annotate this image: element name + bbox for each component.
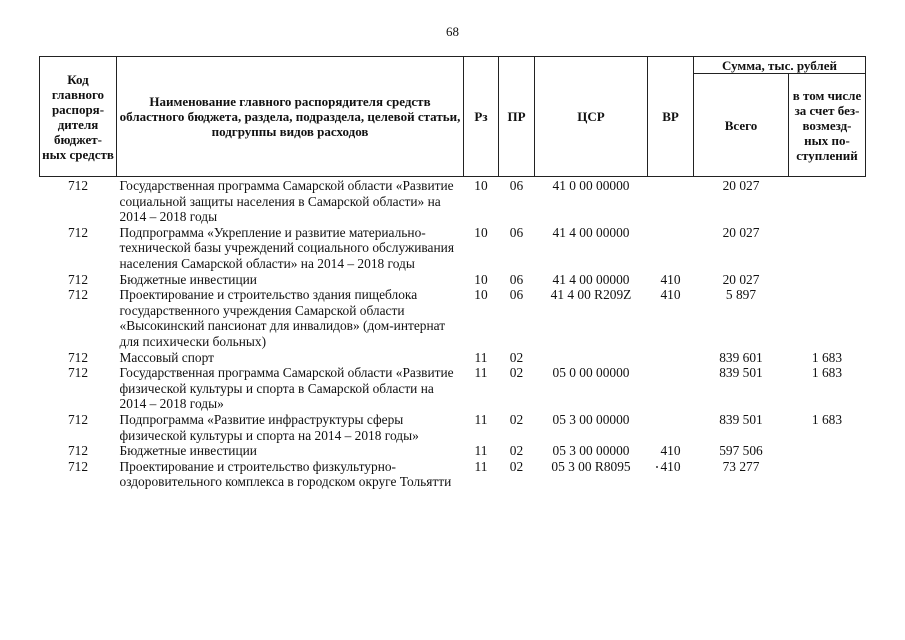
cell-csr: 41 4 00 00000	[552, 224, 630, 240]
cell-rz: 10	[474, 224, 488, 240]
cell-pr: 02	[509, 349, 524, 365]
cell-code: 712	[67, 271, 89, 287]
cell-pr: 06	[509, 178, 524, 193]
cell-rz: 10	[474, 287, 488, 303]
cell-rz: 11	[474, 443, 488, 459]
cell-free: 1 683	[811, 349, 843, 365]
cell-name: Бюджетные инвестиции	[119, 271, 257, 287]
cell-code: 712	[67, 443, 89, 459]
cell-name: Подпрограмма «Развитие инфраструктуры сферы физической культуры и спорта на 2014 – 2018 годы»	[119, 411, 419, 443]
cell-pr: 02	[509, 411, 524, 427]
cell-csr: 05 0 00 00000	[552, 365, 630, 381]
cell-pr: 06	[509, 287, 524, 303]
budget-table	[39, 56, 866, 490]
cell-pr: 06	[509, 224, 524, 240]
header-name: Наименование главного распорядителя средств областного бюджета, раздела, подраздела, целевой статьи, подгруппы видов расходов	[117, 57, 464, 177]
cell-vr: 410	[660, 443, 681, 459]
table-header	[40, 57, 866, 177]
table-row	[40, 225, 866, 272]
table-row	[40, 443, 866, 459]
cell-csr: 05 3 00 00000	[552, 411, 630, 427]
header-total: Всего	[694, 74, 789, 177]
page-number: 68	[446, 24, 459, 39]
cell-free: 1 683	[811, 365, 843, 381]
cell-total: 20 027	[722, 178, 760, 193]
cell-vr: 410	[660, 271, 681, 287]
cell-free	[789, 287, 866, 349]
cell-csr: 41 4 00 00000	[552, 271, 630, 287]
header-vr: ВР	[648, 57, 694, 177]
cell-vr	[648, 225, 694, 272]
table-row	[40, 177, 866, 225]
cell-rz: 10	[474, 178, 488, 193]
cell-free	[789, 443, 866, 459]
cell-vr	[648, 177, 694, 225]
cell-vr	[648, 412, 694, 443]
cell-name: Проектирование и строительство здания пищеблока государственного учреждения Самарской области «Высокинский пансионат для инвалидов» (дом-интернат для психически больных)	[119, 287, 446, 349]
cell-pr: 02	[509, 458, 524, 474]
table-row	[40, 459, 866, 490]
cell-pr: 02	[509, 443, 524, 459]
cell-name: Подпрограмма «Укрепление и развитие материально-технической базы учреждений социального обслуживания населения Самарской области» на 2014 – 2018 годы	[119, 224, 454, 271]
cell-csr	[535, 350, 648, 366]
cell-name: Государственная программа Самарской области «Развитие физической культуры и спорта в Самарской области на 2014 – 2018 годы»	[119, 365, 454, 412]
cell-total: 5 897	[725, 287, 757, 303]
cell-total: 73 277	[722, 458, 760, 474]
cell-csr: 05 3 00 R8095	[551, 458, 631, 474]
cell-csr: 41 4 00 R209Z	[550, 287, 632, 303]
cell-code: 712	[67, 178, 89, 193]
cell-total: 839 501	[719, 411, 763, 427]
cell-total: 20 027	[722, 271, 760, 287]
cell-csr: 41 0 00 00000	[552, 178, 630, 193]
table-row	[40, 365, 866, 412]
cell-rz: 11	[474, 458, 488, 474]
table-body	[40, 177, 866, 490]
table-row	[40, 350, 866, 366]
cell-pr: 02	[509, 365, 524, 381]
cell-free: 1 683	[811, 411, 843, 427]
cell-code: 712	[67, 411, 89, 427]
cell-total: 597 506	[719, 443, 763, 459]
cell-code: 712	[67, 365, 89, 381]
cell-code: 712	[67, 224, 89, 240]
header-pr: ПР	[499, 57, 535, 177]
cell-free	[789, 225, 866, 272]
cell-free	[789, 272, 866, 288]
cell-pr: 06	[509, 271, 524, 287]
cell-free	[789, 459, 866, 490]
cell-code: 712	[67, 349, 89, 365]
cell-rz: 11	[474, 365, 488, 381]
cell-name: Бюджетные инвестиции	[119, 443, 257, 459]
cell-rz: 11	[474, 349, 488, 365]
cell-code: 712	[67, 287, 89, 303]
header-sum: Сумма, тыс. рублей	[694, 57, 866, 74]
scan-speck	[656, 466, 658, 468]
cell-total: 839 501	[719, 365, 763, 381]
cell-vr: 410	[660, 287, 681, 303]
table-row	[40, 287, 866, 349]
cell-vr	[648, 350, 694, 366]
cell-vr	[648, 365, 694, 412]
header-code: Код главного распоря-дителя бюджет-ных средств	[40, 57, 117, 177]
cell-total: 20 027	[722, 224, 760, 240]
cell-vr: 410	[660, 458, 681, 474]
cell-code: 712	[67, 458, 89, 474]
cell-rz: 11	[474, 411, 488, 427]
cell-name: Проектирование и строительство физкультурно-оздоровительного комплекса в городском округе Тольятти	[119, 458, 452, 490]
table-row	[40, 272, 866, 288]
cell-rz: 10	[474, 271, 488, 287]
cell-total: 839 601	[719, 349, 763, 365]
header-csr: ЦСР	[535, 57, 648, 177]
cell-name: Государственная программа Самарской области «Развитие социальной защиты населения в Самарской области» на 2014 – 2018 годы	[119, 178, 454, 225]
cell-csr: 05 3 00 00000	[552, 443, 630, 459]
cell-name: Массовый спорт	[119, 349, 214, 365]
header-rz: Рз	[464, 57, 499, 177]
header-free: в том числе за счет без-возмезд-ных по-ступлений	[789, 74, 866, 177]
cell-free	[789, 177, 866, 225]
table-row	[40, 412, 866, 443]
